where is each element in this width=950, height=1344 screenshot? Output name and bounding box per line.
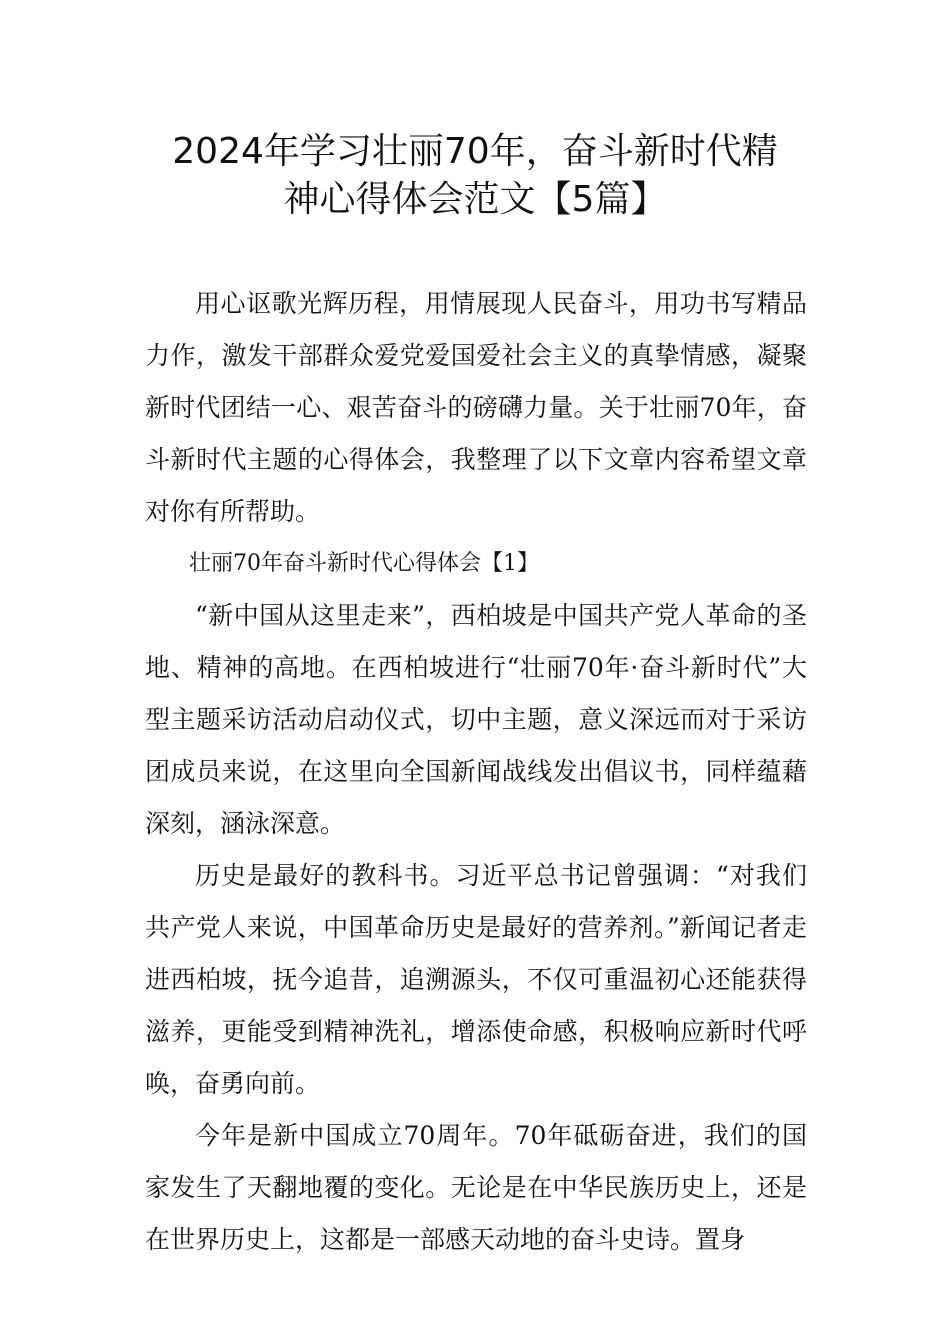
body-paragraph: 今年是新中国成立70周年。70年砥砺奋进，我们的国家发生了天翻地覆的变化。无论是在中华民族历史上，还是在世界历史上，这都是一部感天动地的奋斗史诗。置身: [145, 1121, 807, 1254]
section-heading: 壮丽70年奋斗新时代心得体会【1】: [189, 551, 539, 576]
body-paragraph: “新中国从这里走来”，西柏坡是中国共产党人革命的圣地、精神的高地。在西柏坡进行“壮丽70年·奋斗新时代”大型主题采访活动启动仪式，切中主题，意义深远而对于采访团成员来说，在这里向全国新闻战线发出倡议书，同样蕴藉深刻，涵泳深意。: [145, 601, 807, 838]
document-title: [140, 128, 810, 224]
intro-paragraph: 用心讴歌光辉历程，用情展现人民奋斗，用功书写精品力作，激发干部群众爱党爱国爱社会主义的真挚情感，凝聚新时代团结一心、艰苦奋斗的磅礴力量。关于壮丽70年，奋斗新时代主题的心得体会，我整理了以下文章内容希望文章对你有所帮助。: [145, 289, 807, 526]
document-body: [145, 278, 807, 1266]
title-line-2: 神心得体会范文【5篇】: [283, 179, 667, 220]
body-paragraph: 历史是最好的教科书。习近平总书记曾强调：“对我们共产党人来说，中国革命历史是最好的营养剂。”新闻记者走进西柏坡，抚今追昔，追溯源头，不仅可重温初心还能获得滋养，更能受到精神洗礼，增添使命感，积极响应新时代呼唤，奋勇向前。: [145, 861, 807, 1098]
title-line-1: 2024年学习壮丽70年，奋斗新时代精: [172, 131, 778, 172]
